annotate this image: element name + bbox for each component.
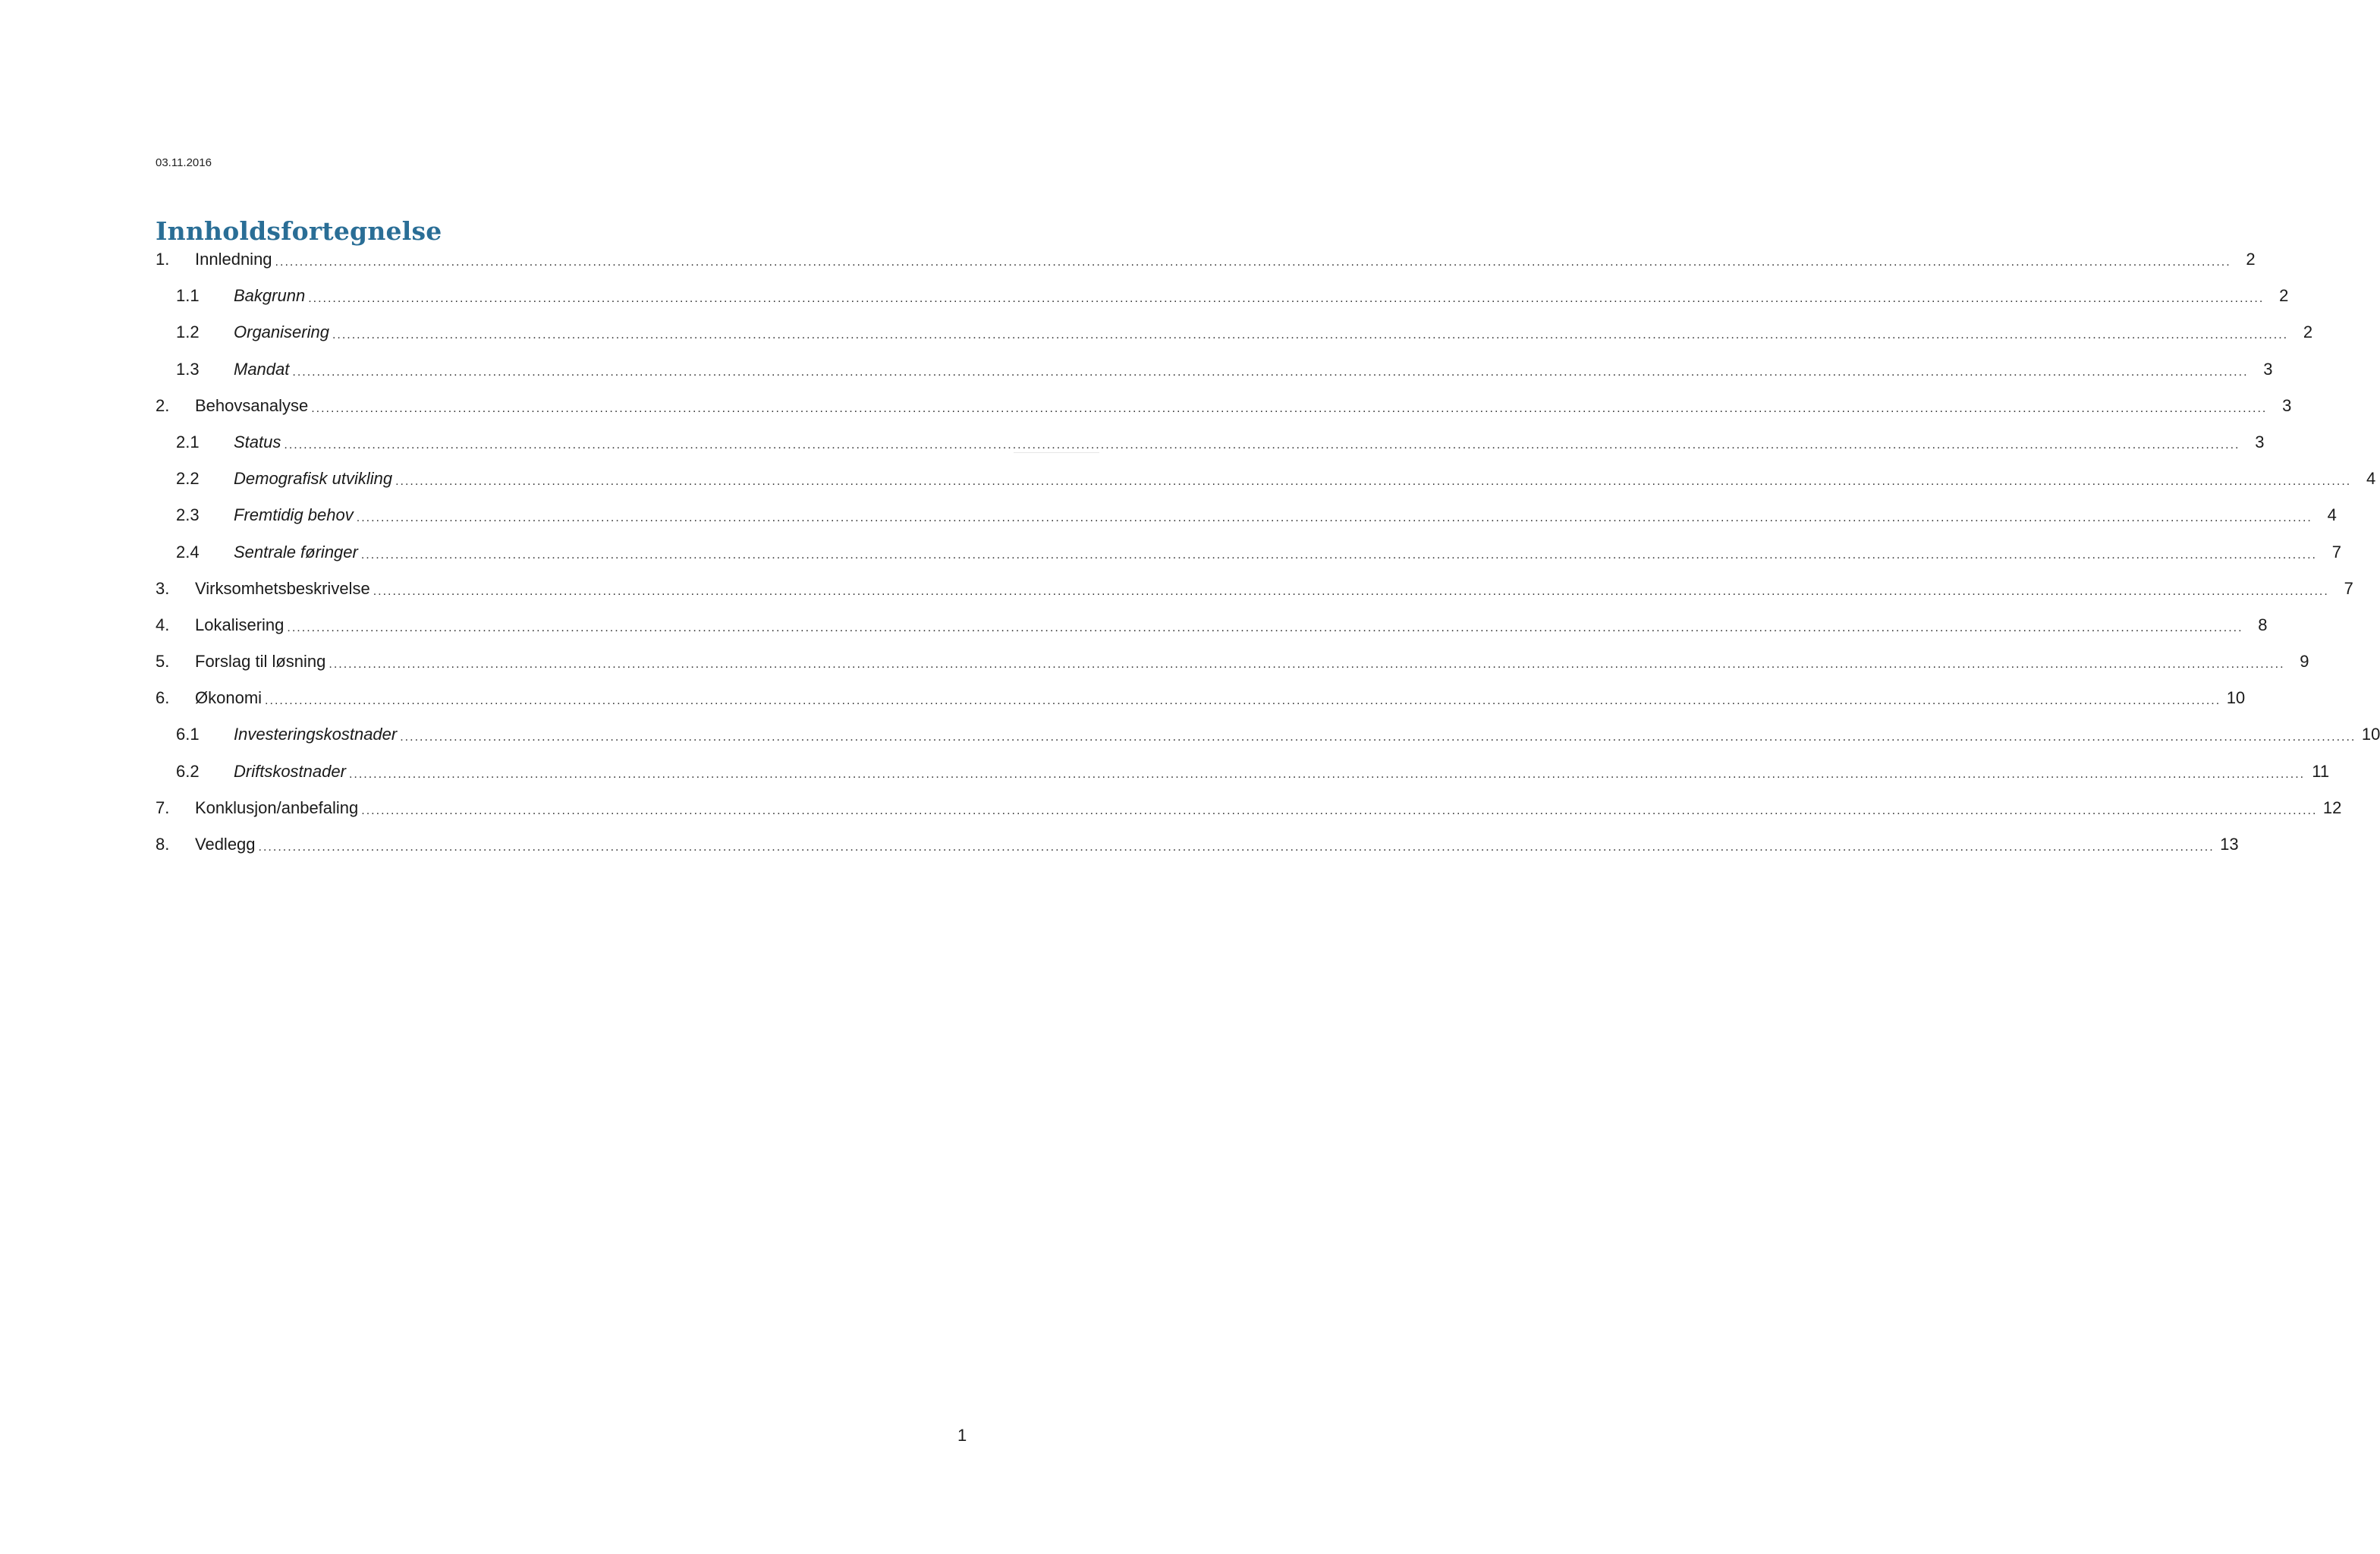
toc-entry-page: 3 [2282, 395, 2292, 415]
toc-entry-page: 11 [2312, 761, 2330, 781]
toc-entry-number: 1.1 [176, 286, 200, 306]
toc-entry-label[interactable]: Virksomhetsbeskrivelse [195, 578, 370, 598]
toc-dot-leader: ................................................................................................................................................................................................................................................................................................................................................................................................................ [395, 475, 2352, 489]
page-number: 1 [957, 1426, 967, 1445]
toc-entry[interactable] [156, 578, 2353, 615]
toc-dot-leader: ................................................................................................................................................................................................................................................................................................................................................................................................................ [292, 365, 2249, 379]
toc-entry-number: 1. [156, 250, 170, 269]
toc-entry-label[interactable]: Vedlegg [195, 835, 256, 854]
toc-entry-label[interactable]: Investeringskostnader [234, 725, 398, 744]
toc-dot-leader: ................................................................................................................................................................................................................................................................................................................................................................................................................ [400, 731, 2356, 744]
toc-dot-leader: ................................................................................................................................................................................................................................................................................................................................................................................................................ [332, 329, 2289, 342]
toc-dot-leader: ................................................................................................................................................................................................................................................................................................................................................................................................................ [287, 621, 2243, 634]
toc-entry-page: 8 [2258, 615, 2268, 634]
table-of-contents [156, 249, 2380, 870]
toc-entry-page: 2 [2279, 286, 2289, 306]
toc-entry-label[interactable]: Sentrale føringer [234, 542, 358, 562]
toc-entry-label[interactable]: Mandat [234, 359, 290, 379]
toc-entry-label[interactable]: Økonomi [195, 688, 263, 708]
toc-dot-leader: ................................................................................................................................................................................................................................................................................................................................................................................................................ [275, 256, 2231, 269]
toc-entry-number: 2.3 [176, 505, 200, 525]
toc-entry-number: 2.1 [176, 432, 200, 451]
toc-dot-leader: ................................................................................................................................................................................................................................................................................................................................................................................................................ [360, 548, 2317, 562]
toc-dot-leader: ................................................................................................................................................................................................................................................................................................................................................................................................................ [258, 841, 2215, 854]
toc-entry-number: 1.3 [176, 359, 200, 379]
toc-entry-page: 12 [2322, 797, 2342, 817]
toc-entry-label[interactable]: Innledning [195, 250, 272, 269]
toc-entry-page: 7 [2344, 578, 2353, 598]
toc-entry-number: 5. [156, 652, 170, 672]
toc-entry-number: 2.4 [176, 542, 200, 562]
scan-edge-line [1014, 452, 1099, 453]
toc-entry-label[interactable]: Bakgrunn [234, 286, 306, 306]
toc-entry-page: 4 [2366, 469, 2376, 489]
toc-entry[interactable] [156, 651, 2309, 687]
toc-entry-label[interactable]: Organisering [234, 322, 329, 342]
toc-entry-label[interactable]: Behovsanalyse [195, 395, 309, 415]
toc-entry-number: 7. [156, 797, 170, 817]
toc-entry-label[interactable]: Lokalisering [195, 615, 285, 634]
toc-entry[interactable] [156, 834, 2239, 870]
toc-entry[interactable] [156, 724, 2380, 760]
toc-entry-number: 2.2 [176, 469, 200, 489]
toc-entry-page: 13 [2220, 835, 2239, 854]
toc-entry[interactable] [156, 687, 2246, 724]
toc-entry[interactable] [156, 322, 2313, 358]
toc-entry[interactable] [156, 615, 2268, 651]
toc-entry-page: 2 [2303, 322, 2313, 342]
toc-entry-label[interactable]: Demografisk utvikling [234, 469, 393, 489]
toc-entry[interactable] [156, 395, 2292, 432]
toc-entry-label[interactable]: Status [234, 432, 281, 451]
toc-entry-number: 8. [156, 835, 170, 854]
toc-dot-leader: ................................................................................................................................................................................................................................................................................................................................................................................................................ [348, 767, 2306, 781]
toc-dot-leader: ................................................................................................................................................................................................................................................................................................................................................................................................................ [361, 804, 2318, 817]
toc-entry[interactable] [156, 359, 2273, 395]
toc-entry[interactable] [156, 542, 2341, 578]
toc-entry-label[interactable]: Fremtidig behov [234, 505, 354, 525]
toc-dot-leader: ................................................................................................................................................................................................................................................................................................................................................................................................................ [308, 292, 2265, 306]
toc-entry[interactable] [156, 468, 2376, 505]
toc-dot-leader: ................................................................................................................................................................................................................................................................................................................................................................................................................ [265, 694, 2221, 708]
header-date: 03.11.2016 [156, 156, 212, 169]
toc-entry-number: 2. [156, 395, 170, 415]
toc-entry-page: 4 [2327, 505, 2337, 525]
toc-title: Innholdsfortegnelse [156, 216, 442, 246]
toc-entry-page: 7 [2331, 542, 2341, 562]
toc-entry-number: 4. [156, 615, 170, 634]
toc-entry-page: 10 [2361, 725, 2380, 744]
toc-entry-label[interactable]: Konklusjon/anbefaling [195, 797, 359, 817]
toc-entry-page: 9 [2300, 652, 2309, 672]
toc-entry-label[interactable]: Forslag til løsning [195, 652, 326, 672]
toc-entry[interactable] [156, 505, 2337, 541]
toc-entry-page: 2 [2246, 250, 2256, 269]
toc-entry-number: 6. [156, 688, 170, 708]
toc-entry-number: 6.2 [176, 761, 200, 781]
toc-dot-leader: ................................................................................................................................................................................................................................................................................................................................................................................................................ [329, 658, 2285, 672]
toc-entry[interactable] [156, 432, 2265, 468]
toc-entry[interactable] [156, 761, 2330, 797]
toc-dot-leader: ................................................................................................................................................................................................................................................................................................................................................................................................................ [311, 401, 2268, 415]
toc-entry-number: 3. [156, 578, 170, 598]
toc-entry-page: 10 [2226, 688, 2246, 708]
toc-entry-number: 6.1 [176, 725, 200, 744]
toc-dot-leader: ................................................................................................................................................................................................................................................................................................................................................................................................................ [373, 584, 2329, 598]
toc-entry-number: 1.2 [176, 322, 200, 342]
toc-entry-label[interactable]: Driftskostnader [234, 761, 346, 781]
toc-entry[interactable] [156, 285, 2289, 322]
toc-dot-leader: ................................................................................................................................................................................................................................................................................................................................................................................................................ [284, 438, 2240, 451]
toc-dot-leader: ................................................................................................................................................................................................................................................................................................................................................................................................................ [356, 511, 2312, 525]
toc-entry[interactable] [156, 797, 2342, 834]
toc-entry-page: 3 [2263, 359, 2273, 379]
toc-entry[interactable] [156, 249, 2256, 285]
toc-entry-page: 3 [2255, 432, 2265, 451]
